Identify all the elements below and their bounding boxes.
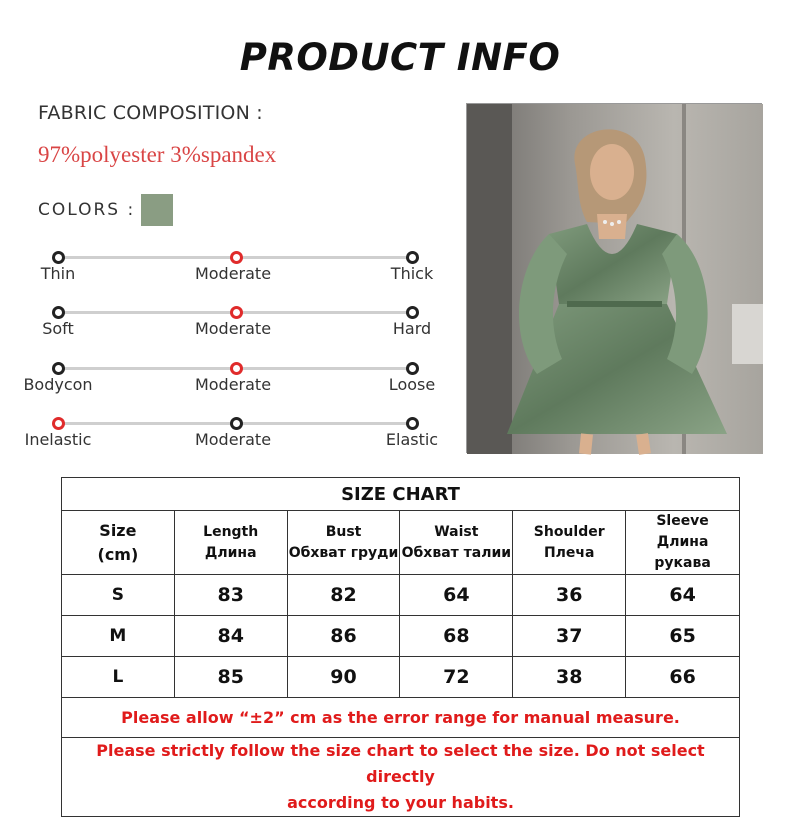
cell-shoulder: 38 — [513, 657, 626, 698]
cell-sleeve: 64 — [626, 575, 740, 616]
scale-dot-middle — [230, 417, 243, 430]
product-photo — [466, 103, 762, 453]
cell-bust: 82 — [287, 575, 400, 616]
header-bust: Bust Обхват груди — [287, 511, 400, 575]
scale-label-right: Thick — [390, 264, 434, 283]
color-swatch-green[interactable] — [141, 194, 173, 226]
scale-label-right: Loose — [388, 375, 436, 394]
cell-waist: 72 — [400, 657, 513, 698]
scale-dot-left — [52, 417, 65, 430]
scale-label-right: Hard — [392, 319, 432, 338]
cell-length: 83 — [174, 575, 287, 616]
header-shoulder: Shoulder Плеча — [513, 511, 626, 575]
size-chart-title: SIZE CHART — [62, 478, 740, 511]
scale-dot-left — [52, 251, 65, 264]
scale-dot-middle — [230, 306, 243, 319]
cell-length: 85 — [174, 657, 287, 698]
scale-dot-right — [406, 251, 419, 264]
cell-shoulder: 36 — [513, 575, 626, 616]
scale-dot-right — [406, 417, 419, 430]
table-row — [62, 657, 740, 698]
cell-waist: 64 — [400, 575, 513, 616]
scale-dot-left — [52, 306, 65, 319]
colors-label: COLORS : — [38, 200, 136, 220]
table-row — [62, 575, 740, 616]
softness-scale — [0, 303, 460, 343]
size-chart-header-row — [62, 511, 740, 575]
header-length: Length Длина — [174, 511, 287, 575]
cell-bust: 90 — [287, 657, 400, 698]
elasticity-scale — [0, 414, 460, 454]
scale-label-left: Inelastic — [24, 430, 92, 449]
fabric-composition-label: FABRIC COMPOSITION : — [38, 102, 263, 124]
scale-label-right: Elastic — [385, 430, 439, 449]
scale-label-middle: Moderate — [194, 375, 272, 394]
cell-sleeve: 65 — [626, 616, 740, 657]
size-selection-note: Please strictly follow the size chart to select the size. Do not select directly according to your habits. — [62, 738, 740, 817]
cell-waist: 68 — [400, 616, 513, 657]
header-size: Size (cm) — [62, 511, 175, 575]
scale-label-left: Thin — [40, 264, 76, 283]
cell-length: 84 — [174, 616, 287, 657]
header-waist: Waist Обхват талии — [400, 511, 513, 575]
cell-shoulder: 37 — [513, 616, 626, 657]
cell-size: M — [62, 616, 175, 657]
fabric-composition-value: 97%polyester 3%spandex — [38, 142, 277, 167]
scale-dot-middle — [230, 362, 243, 375]
cell-size: L — [62, 657, 175, 698]
table-row — [62, 616, 740, 657]
scale-dot-right — [406, 362, 419, 375]
scale-dot-right — [406, 306, 419, 319]
scale-label-left: Bodycon — [23, 375, 93, 394]
measurement-error-note: Please allow “±2” cm as the error range for manual measure. — [62, 698, 740, 738]
cell-bust: 86 — [287, 616, 400, 657]
cell-sleeve: 66 — [626, 657, 740, 698]
page-title: PRODUCT INFO — [239, 36, 561, 79]
scale-dot-left — [52, 362, 65, 375]
scale-label-middle: Moderate — [194, 430, 272, 449]
scale-label-middle: Moderate — [194, 319, 272, 338]
thickness-scale — [0, 248, 460, 288]
scale-dot-middle — [230, 251, 243, 264]
scale-label-middle: Moderate — [194, 264, 272, 283]
cell-size: S — [62, 575, 175, 616]
model-dress-image — [467, 104, 763, 454]
size-chart-table — [61, 477, 740, 817]
scale-label-left: Soft — [42, 319, 74, 338]
fit-scale — [0, 359, 460, 399]
header-sleeve: Sleeve Длина рукава — [626, 511, 740, 575]
